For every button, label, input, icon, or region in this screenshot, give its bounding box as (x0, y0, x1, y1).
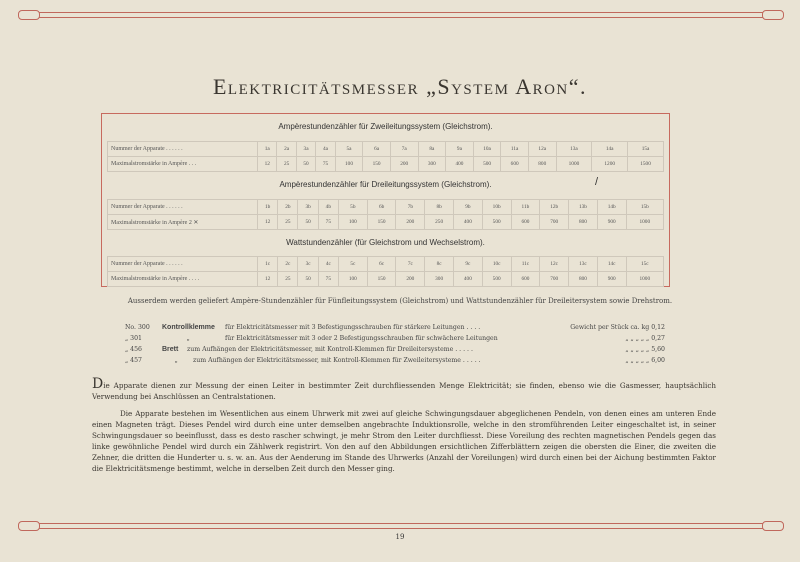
cell: 11a (501, 142, 529, 157)
cell: 300 (425, 272, 454, 287)
cell: 800 (569, 272, 598, 287)
cell: 12 (258, 272, 278, 287)
accessory-row (125, 346, 665, 356)
cell: 150 (367, 272, 396, 287)
section-title-zweileitung: Ampèrestundenzähler für Zweileitungssystem (Gleichstrom). (278, 122, 493, 131)
table-zweileitung (107, 141, 664, 172)
cell: 800 (528, 157, 556, 172)
row-label: Nummer der Apparate . . . . . . (108, 257, 258, 272)
accessory-weight: „ „ „ „ „ 6,00 (625, 357, 665, 364)
cell: 7b (396, 200, 425, 215)
cell: 1c (258, 257, 278, 272)
cell: 700 (540, 215, 569, 230)
accessory-weight: Gewicht per Stück ca. kg 0,12 (570, 324, 665, 331)
cell: 50 (296, 157, 315, 172)
table-row (108, 272, 664, 287)
cell: 15c (626, 257, 663, 272)
cell: 12 (258, 215, 278, 230)
accessory-name: „ (175, 357, 178, 364)
accessory-name: „ (187, 335, 190, 342)
pencil-slash-mark: / (595, 176, 599, 188)
cell: 400 (454, 272, 483, 287)
cell: 250 (425, 215, 454, 230)
paragraph-text: ie Apparate dienen zur Messung der einen Leiter in bestimmter Zeit durchfliessenden Menge Elektricität; sie finden, ebenso wie die Gasmesser, hauptsächlich Verwendung bei Anschlüssen an Centralstationen. (92, 381, 716, 401)
cell: 100 (338, 272, 367, 287)
cell: 400 (454, 215, 483, 230)
cell: 12b (540, 200, 569, 215)
cell: 75 (318, 272, 338, 287)
cell: 600 (511, 272, 540, 287)
table-watt (107, 256, 664, 287)
table-dreileitung (107, 199, 664, 230)
cell: 6b (367, 200, 396, 215)
cell: 300 (418, 157, 446, 172)
cell: 11c (511, 257, 540, 272)
accessory-name: Kontrollklemme (162, 324, 215, 331)
cell: 1200 (592, 157, 628, 172)
cell: 25 (277, 157, 296, 172)
cell: 1a (258, 142, 277, 157)
accessory-row (125, 357, 665, 367)
cell: 3a (296, 142, 315, 157)
cell: 10a (473, 142, 501, 157)
cell: 13a (556, 142, 592, 157)
cell: 9a (446, 142, 474, 157)
cell: 75 (318, 215, 338, 230)
cell: 4c (318, 257, 338, 272)
row-label: Maximalstromstärke in Ampère . . . . (108, 272, 258, 287)
cell: 8a (418, 142, 446, 157)
cell: 9b (454, 200, 483, 215)
cell: 400 (446, 157, 474, 172)
cell: 1000 (556, 157, 592, 172)
additional-products-note: Ausserdem werden geliefert Ampère-Stundenzähler für Fünfleitungssystem (Gleichstrom) und Wattstundenzähler für Dreileitersystem sowie Drehstrom. (127, 297, 673, 305)
bottom-decorative-rule (28, 523, 772, 529)
cell: 100 (338, 215, 367, 230)
cell: 700 (540, 272, 569, 287)
cell: 5a (335, 142, 363, 157)
row-label: Nummer der Apparate . . . . . . (108, 142, 258, 157)
page-title: Elektricitätsmesser „System Aron“. (212, 74, 588, 99)
table-row (108, 257, 664, 272)
accessory-weight: „ „ „ „ „ 5,60 (625, 346, 665, 353)
cell: 50 (298, 215, 318, 230)
cell: 12a (528, 142, 556, 157)
cell: 200 (396, 272, 425, 287)
bottom-right-ornament (762, 521, 784, 531)
accessory-number: No. 300 (125, 324, 150, 331)
cell: 5c (338, 257, 367, 272)
cell: 500 (473, 157, 501, 172)
cell: 13c (569, 257, 598, 272)
cell: 4a (316, 142, 335, 157)
page-number: 19 (395, 533, 405, 541)
cell: 200 (396, 215, 425, 230)
bottom-left-ornament (18, 521, 40, 531)
accessory-row (125, 335, 665, 345)
cell: 6c (367, 257, 396, 272)
row-label: Nummer der Apparate . . . . . . (108, 200, 258, 215)
cell: 1000 (626, 215, 663, 230)
cell: 75 (316, 157, 335, 172)
cell: 11b (511, 200, 540, 215)
cell: 150 (367, 215, 396, 230)
cell: 25 (278, 272, 298, 287)
cell: 3c (298, 257, 318, 272)
cell: 500 (482, 272, 511, 287)
cell: 150 (363, 157, 391, 172)
cell: 8b (425, 200, 454, 215)
cell: 25 (278, 215, 298, 230)
accessory-number: „ 301 (125, 335, 142, 342)
table-row (108, 142, 664, 157)
table-row (108, 215, 664, 230)
top-left-ornament (18, 10, 40, 20)
paragraph-description: Die Apparate bestehen im Wesentlichen aus einem Uhrwerk mit zwei auf gleiche Schwingungsdauer abgeglichenen Pendeln, von denen eines am unteren Ende einen Magneten trägt. Dieses Pendel wird durch eine unter demselben angebrachte Induktionsrolle, welche in den stromführenden Leiter eingeschaltet ist, in seiner Schwingungsdauer so beeinflusst, dass es desto rascher schwingt, je mehr Strom den Leiter durchfliesst. Diese Voreilung des rechten magnetischen Pendels gegen das linke gewöhnliche Pendel wird durch ein Zählwerk registrirt. Von den auf den Abbildungen ersichtlichen Zifferblättern zeigen die obersten die Einer, die zweiten die Zehner, die dritten die Hunderter u. s. w. an. Aus der Aenderung im Stande des Uhrwerks (Anzahl der Voreilungen) wird durch einen bei der Aichung bestimmten Faktor die Elektricitätsmenge bestimmt, welche in derselben Zeit durch den Messer ging. (92, 409, 716, 473)
cell: 12 (258, 157, 277, 172)
cell: 15b (626, 200, 663, 215)
cell: 9c (454, 257, 483, 272)
cell: 500 (482, 215, 511, 230)
cell: 200 (390, 157, 418, 172)
drop-cap: D (92, 376, 104, 392)
cell: 7a (390, 142, 418, 157)
cell: 100 (335, 157, 363, 172)
cell: 4b (318, 200, 338, 215)
cell: 2b (278, 200, 298, 215)
accessory-description: für Elektricitätsmesser mit 3 oder 2 Befestigungsschrauben für schwächere Leitungen (225, 335, 498, 342)
section-title-dreileitung: Ampèrestundenzähler für Dreileitungssystem (Gleichstrom). (279, 180, 492, 189)
cell: 6a (363, 142, 391, 157)
cell: 15a (628, 142, 664, 157)
accessory-description: zum Aufhängen der Elektricitätsmesser, mit Kontroll-Klemmen für Zweileitersysteme . . . . . (193, 357, 481, 364)
cell: 14c (597, 257, 626, 272)
section-title-watt: Wattstundenzähler (für Gleichstrom und Wechselstrom). (286, 238, 485, 247)
accessory-description: zum Aufhängen der Elektricitätsmesser, mit Kontroll-Klemmen für Dreileitersysteme . . . . . (187, 346, 473, 353)
cell: 13b (569, 200, 598, 215)
cell: 3b (298, 200, 318, 215)
cell: 800 (569, 215, 598, 230)
paragraph-intro (92, 376, 716, 402)
cell: 14a (592, 142, 628, 157)
cell: 1500 (628, 157, 664, 172)
top-right-ornament (762, 10, 784, 20)
cell: 7c (396, 257, 425, 272)
cell: 50 (298, 272, 318, 287)
table-row (108, 200, 664, 215)
cell: 600 (511, 215, 540, 230)
cell: 1000 (626, 272, 663, 287)
cell: 600 (501, 157, 529, 172)
top-decorative-rule (28, 12, 772, 18)
accessory-number: „ 456 (125, 346, 142, 353)
row-label: Maximalstromstärke in Ampère . . . (108, 157, 258, 172)
accessory-weight: „ „ „ „ „ 0,27 (625, 335, 665, 342)
cell: 5b (338, 200, 367, 215)
accessory-description: für Elektricitätsmesser mit 3 Befestigungsschrauben für stärkere Leitungen . . . . (225, 324, 481, 331)
cell: 10c (482, 257, 511, 272)
cell: 2c (278, 257, 298, 272)
table-row (108, 157, 664, 172)
cell: 900 (597, 215, 626, 230)
cell: 8c (425, 257, 454, 272)
accessory-number: „ 457 (125, 357, 142, 364)
accessory-name: Brett (162, 346, 179, 353)
cell: 14b (597, 200, 626, 215)
cell: 2a (277, 142, 296, 157)
row-label: Maximalstromstärke in Ampère 2 ✕ (108, 215, 258, 230)
cell: 900 (597, 272, 626, 287)
cell: 12c (540, 257, 569, 272)
accessory-row (125, 324, 665, 334)
cell: 1b (258, 200, 278, 215)
specification-table-frame (101, 113, 670, 287)
cell: 10b (482, 200, 511, 215)
